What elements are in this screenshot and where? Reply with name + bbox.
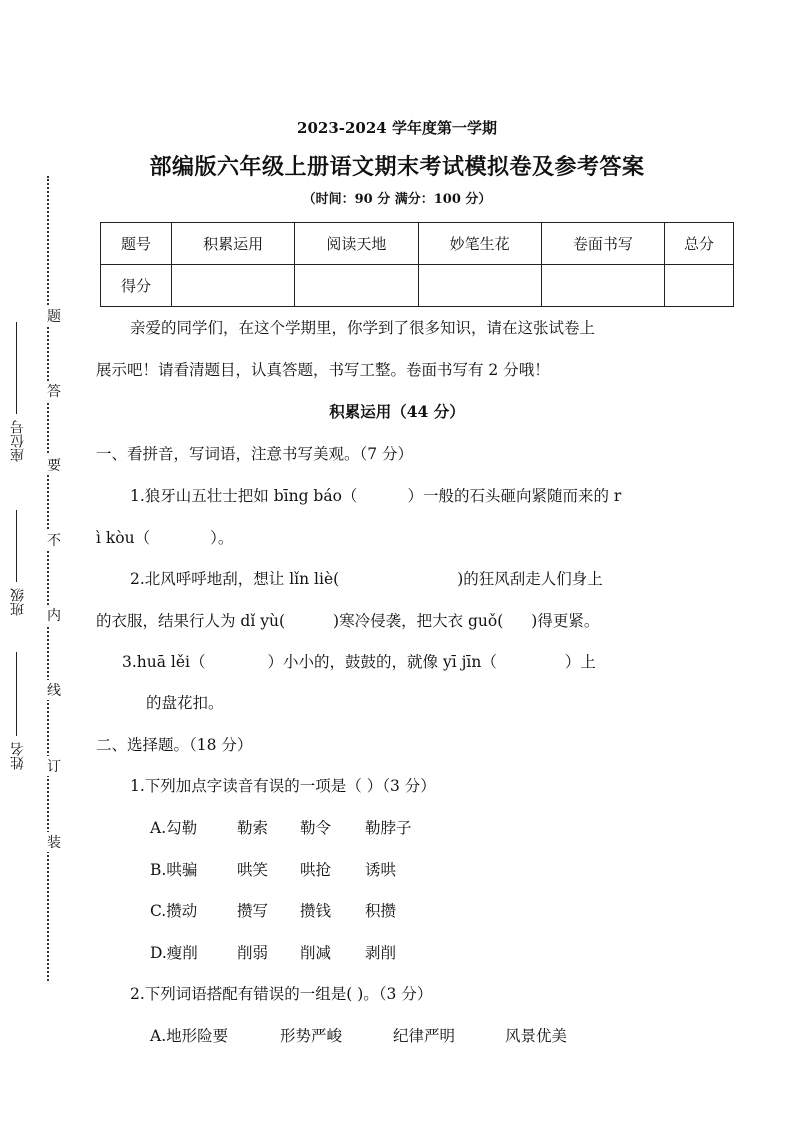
score-header-cell: 妙笔生花	[418, 223, 541, 265]
option-row[interactable]	[150, 943, 396, 963]
option-word: C.攒动	[150, 902, 198, 920]
option-row[interactable]	[150, 901, 396, 921]
binding-char: 内	[46, 605, 62, 625]
term-title: 2023-2024 学年度第一学期	[297, 119, 497, 137]
class-underline	[16, 510, 17, 582]
question-line	[96, 528, 233, 548]
option-word: B.哄骗	[150, 861, 198, 879]
option-word: 哄抢	[300, 861, 332, 879]
question-text: ）一般的石头砸向紧随而来的 r	[407, 487, 622, 505]
question-text: 的盘花扣。	[146, 694, 224, 712]
binding-char: 装	[46, 832, 62, 852]
binding-char: 订	[46, 756, 62, 776]
class-label: 班级	[10, 588, 26, 616]
question-text: )得更紧。	[531, 612, 600, 630]
name-underline	[16, 652, 17, 736]
option-word: 诱哄	[365, 861, 397, 879]
option-word: 攒写	[237, 902, 269, 920]
score-cell[interactable]	[541, 265, 664, 307]
option-word: 勒令	[300, 819, 332, 837]
binding-char: 线	[46, 680, 62, 700]
option-word: 削减	[300, 944, 332, 962]
score-cell[interactable]	[418, 265, 541, 307]
score-header-cell: 阅读天地	[295, 223, 418, 265]
option-word: 勒索	[237, 819, 269, 837]
option-word: 风景优美	[505, 1027, 568, 1045]
question-text: 3.huā lěi（	[122, 653, 206, 671]
question-line	[96, 611, 599, 631]
option-row[interactable]	[150, 1026, 567, 1046]
score-table-score-row	[101, 265, 734, 307]
intro-line: 亲爱的同学们，在这个学期里，你学到了很多知识，请在这张试卷上	[130, 319, 596, 337]
exam-meta: （时间：90 分 满分：100 分）	[302, 192, 492, 207]
question-title: 一、看拼音，写词语，注意书写美观。（7 分）	[96, 445, 414, 463]
option-word: 勒脖子	[365, 819, 412, 837]
option-word: 形势严峻	[280, 1027, 343, 1045]
score-cell[interactable]	[295, 265, 418, 307]
question-text: )寒冷侵袭，把大衣 guǒ(	[333, 612, 504, 630]
page-title: 部编版六年级上册语文期末考试模拟卷及参考答案	[149, 154, 645, 180]
option-word: D.瘦削	[150, 944, 198, 962]
option-word: 攒钱	[300, 902, 332, 920]
option-word: A.地形险要	[150, 1027, 229, 1045]
score-header-cell: 卷面书写	[541, 223, 664, 265]
seat-number-label: 座位号	[10, 420, 26, 462]
option-row[interactable]	[150, 818, 412, 838]
option-word: A.勾勒	[150, 819, 198, 837]
binding-dotted-line	[47, 176, 49, 981]
option-word: 纪律严明	[393, 1027, 456, 1045]
score-cell[interactable]	[665, 265, 734, 307]
binding-char: 不	[46, 530, 62, 550]
score-row-label: 得分	[101, 265, 172, 307]
score-cell[interactable]	[172, 265, 295, 307]
option-row[interactable]	[150, 860, 396, 880]
seat-number-underline	[16, 322, 17, 414]
binding-char: 题	[46, 306, 62, 326]
score-table	[100, 222, 734, 307]
question-text: 1.下列加点字读音有误的一项是（ ）（3 分）	[130, 777, 436, 795]
option-word: 削弱	[237, 944, 269, 962]
intro-line: 展示吧！请看清题目，认真答题，书写工整。卷面书写有 2 分哦！	[96, 361, 550, 379]
question-text: ）小小的，鼓鼓的，就像 yī jīn（	[267, 653, 497, 671]
score-table-header-row	[101, 223, 734, 265]
question-text: 2.下列词语搭配有错误的一组是( )。（3 分）	[130, 985, 433, 1003]
score-header-cell: 总分	[665, 223, 734, 265]
score-header-cell: 积累运用	[172, 223, 295, 265]
question-text: 2.北风呼呼地刮，想让 lǐn liè(	[130, 570, 340, 588]
question-text: )的狂风刮走人们身上	[457, 570, 603, 588]
question-line	[130, 486, 621, 506]
question-text: ）上	[564, 653, 596, 671]
option-word: 哄笑	[237, 861, 269, 879]
question-text: 1.狼牙山五壮士把如 bīng báo（	[130, 487, 358, 505]
question-text: 的衣服，结果行人为 dǐ yù(	[96, 612, 286, 630]
section-title: 积累运用（44 分）	[329, 402, 465, 421]
binding-char: 答	[46, 381, 62, 401]
question-line	[122, 652, 596, 672]
score-header-cell: 题号	[101, 223, 172, 265]
question-text: ）。	[210, 529, 234, 547]
binding-char: 要	[46, 455, 62, 475]
question-line	[130, 569, 603, 589]
question-text: ì kòu（	[96, 529, 151, 547]
option-word: 积攒	[365, 902, 397, 920]
option-word: 剥削	[365, 944, 397, 962]
name-label: 姓名	[10, 742, 26, 770]
question-title: 二、选择题。（18 分）	[96, 736, 253, 754]
